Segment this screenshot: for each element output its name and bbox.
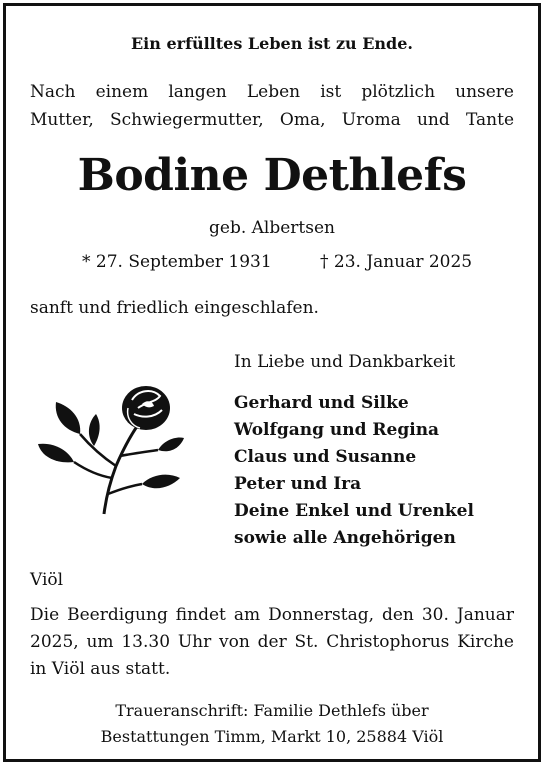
passed-away-text: sanft und friedlich eingeschlafen. (30, 298, 319, 318)
family-member: Wolfgang und Regina (234, 420, 440, 440)
mourning-address (6, 698, 538, 750)
family-member: Peter und Ira (234, 474, 362, 494)
funeral-details: Die Beerdigung findet am Donnerstag, den 30. Januar 2025, um 13.30 Uhr von der St. Christophorus Kirche in Viöl aus statt. (30, 605, 514, 679)
family-list (234, 390, 474, 552)
intro-line-1: Nach einem langen Leben ist plötzlich unsere (30, 82, 514, 102)
address-line-2: Bestattungen Timm, Markt 10, 25884 Viöl (100, 727, 444, 746)
rose-icon (34, 378, 184, 518)
birth-date: * 27. September 1931 (82, 252, 272, 272)
family-member: Gerhard und Silke (234, 393, 409, 413)
maiden-name: geb. Albertsen (209, 218, 335, 238)
address-line-1: Traueranschrift: Familie Dethlefs über (115, 701, 429, 720)
intro-line-2: Mutter, Schwiegermutter, Oma, Uroma und Tante (30, 110, 514, 130)
deceased-name: Bodine Dethlefs (77, 150, 467, 201)
family-member: Deine Enkel und Urenkel (234, 501, 474, 521)
obituary-notice (3, 3, 541, 762)
place-name: Viöl (30, 570, 64, 590)
gratitude-text: In Liebe und Dankbarkeit (234, 352, 456, 372)
family-member: sowie alle Angehörigen (234, 528, 456, 548)
intro-text (30, 78, 514, 134)
family-member: Claus und Susanne (234, 447, 417, 467)
death-date: † 23. Januar 2025 (320, 252, 473, 272)
headline: Ein erfülltes Leben ist zu Ende. (130, 34, 413, 53)
